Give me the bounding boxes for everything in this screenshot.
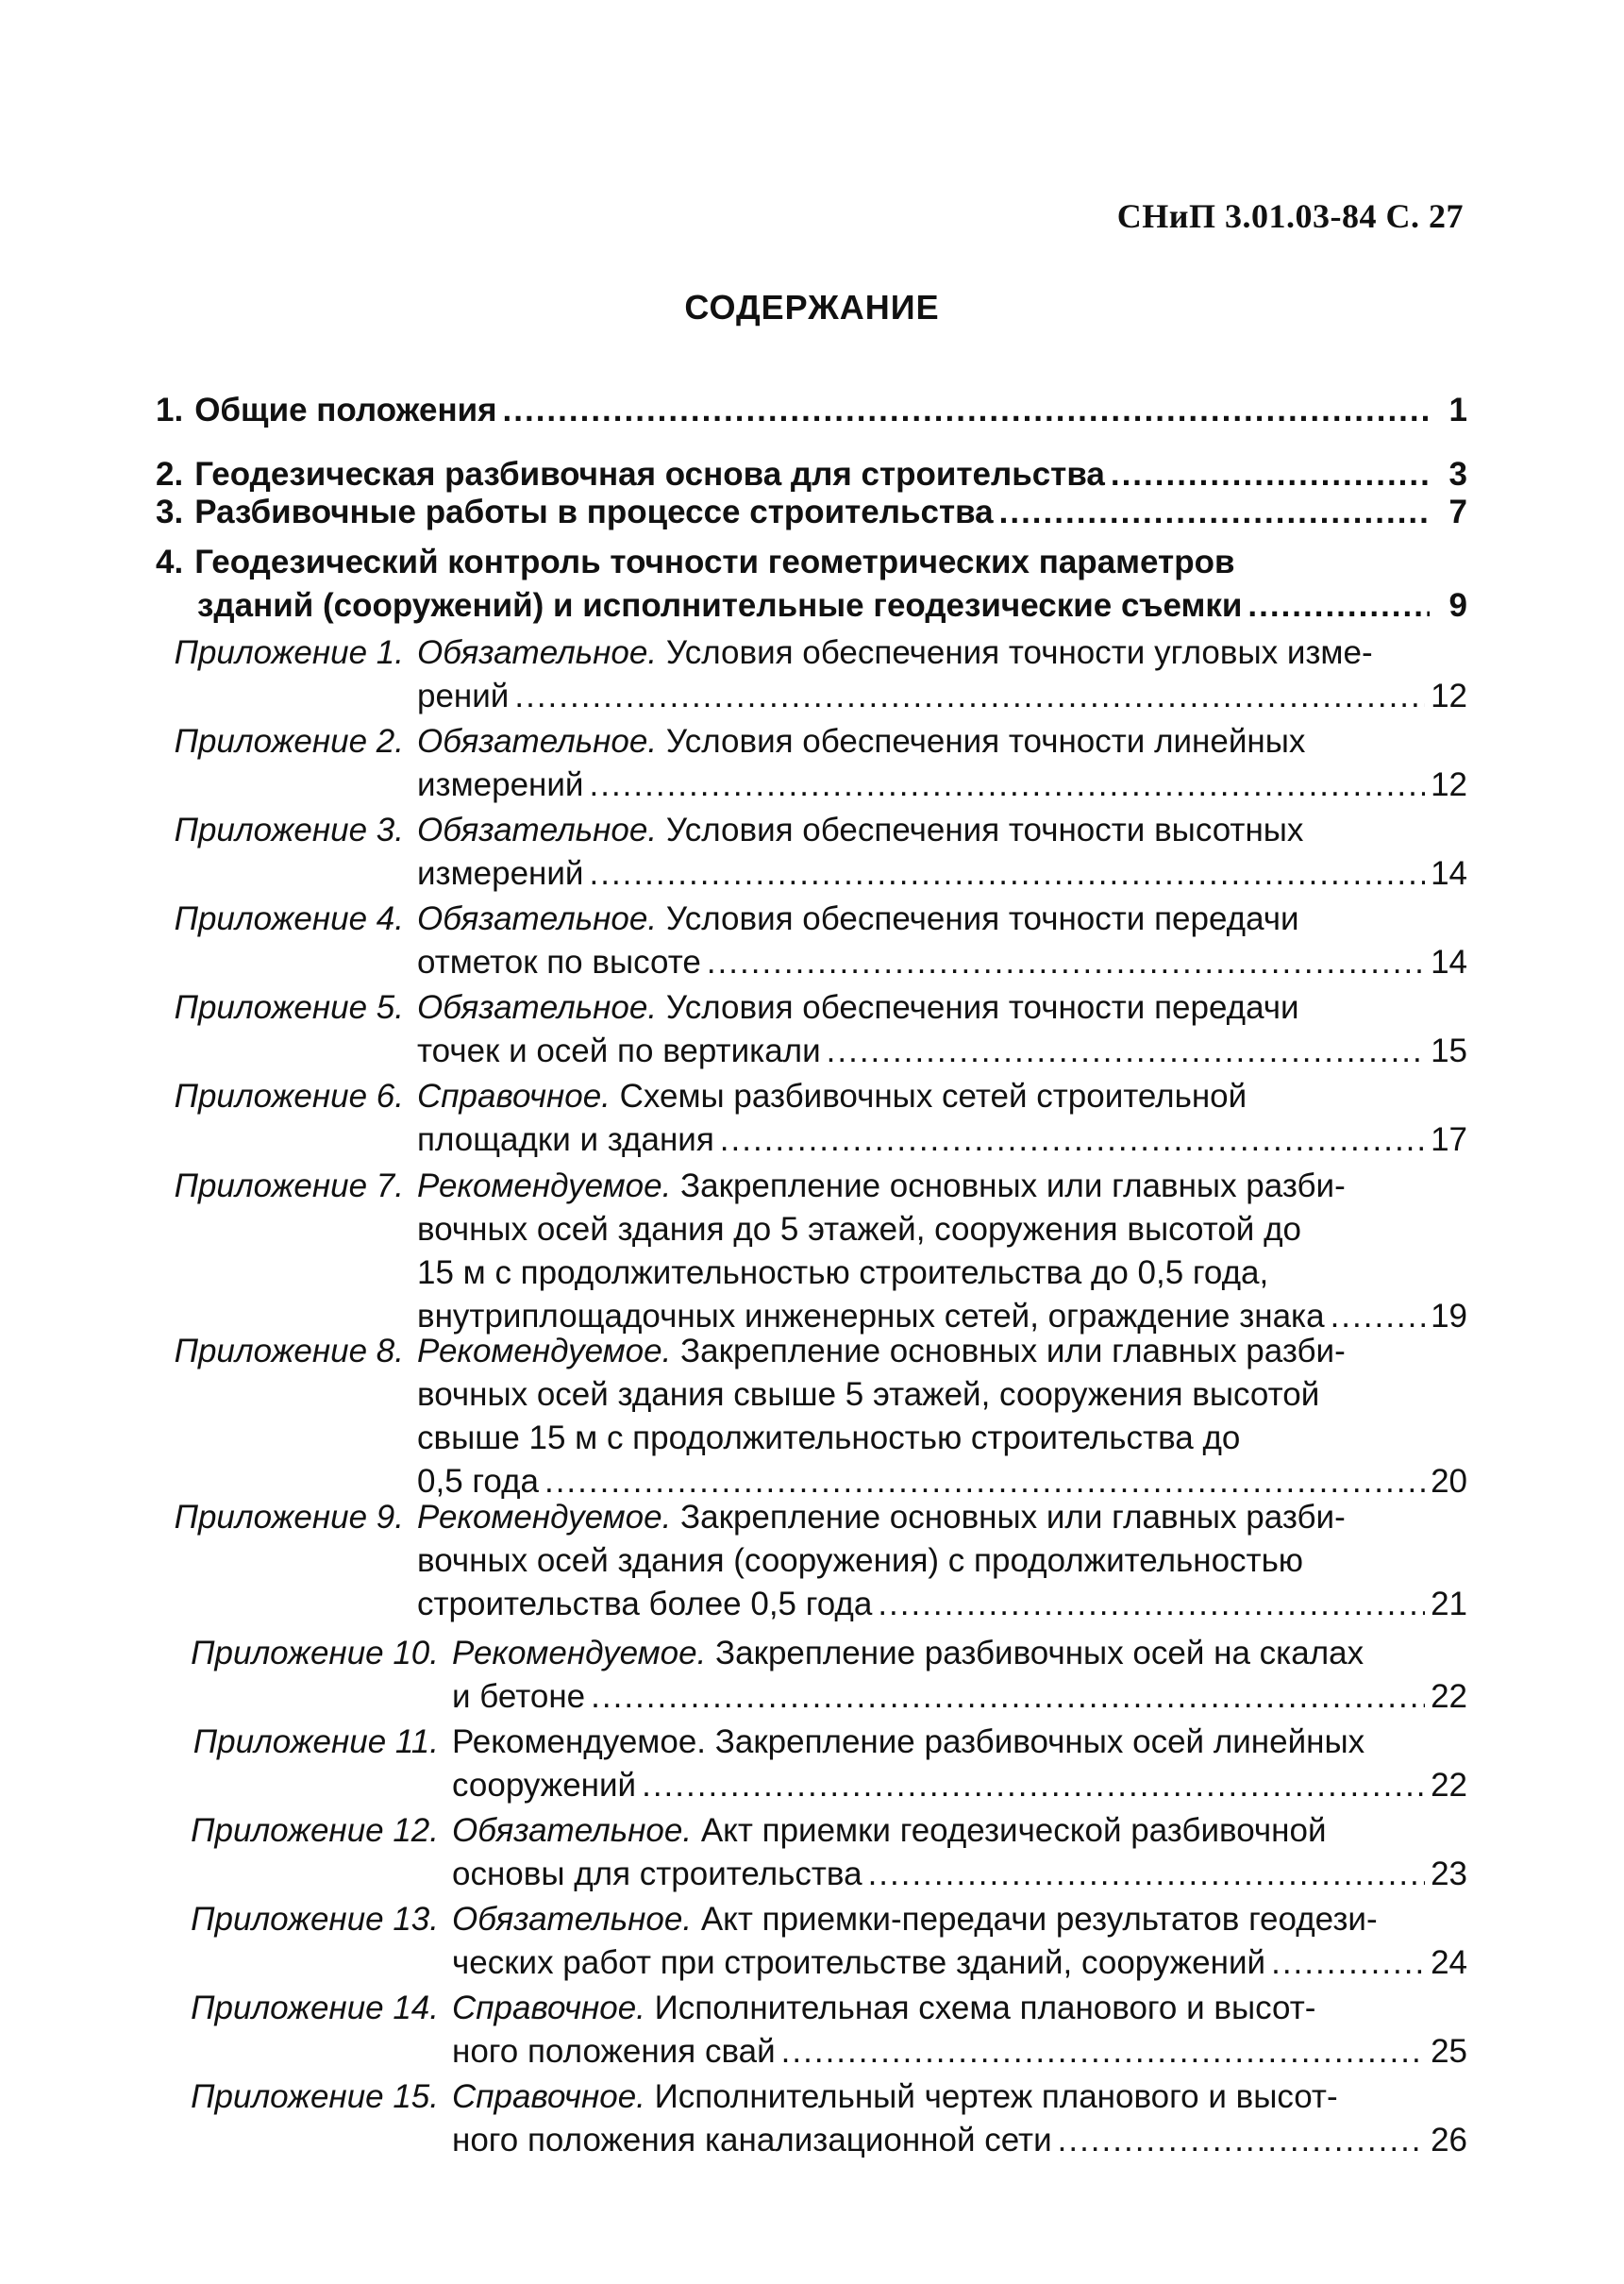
appendix-text (417, 812, 1467, 849)
appendix-text (452, 2033, 1467, 2071)
appendix-title: внутриплощадочных инженерных сетей, ограждение знака (417, 1298, 1325, 1335)
appendix-status: Обязательное. (417, 723, 658, 760)
appendix-text (417, 1121, 1467, 1159)
leader-dots (707, 944, 1425, 982)
toc-line (165, 1767, 1467, 1810)
leader-dots (1331, 1298, 1425, 1335)
appendix-status: Обязательное. (417, 900, 658, 937)
appendix-text (452, 1723, 1467, 1761)
page-number: 22 (1431, 1678, 1467, 1715)
appendix-title: 0,5 года (417, 1463, 539, 1500)
toc-line (156, 544, 1467, 587)
page-number: 9 (1448, 587, 1467, 624)
appendix-status: Обязательное. (417, 634, 658, 671)
section-title: Разбивочные работы в процессе строительства (194, 494, 994, 530)
leader-dots (878, 1586, 1425, 1623)
leader-dots (591, 1678, 1425, 1716)
page-number: 17 (1431, 1121, 1467, 1158)
appendix-text (452, 1856, 1467, 1893)
toc-line (156, 900, 1467, 944)
toc-line (165, 1635, 1467, 1678)
appendix-text (417, 900, 1467, 938)
appendix-text (417, 1167, 1467, 1205)
leader-dots (1247, 587, 1430, 625)
appendix-label: Приложение 8. (174, 1333, 404, 1369)
appendix-title: Закрепление разбивочных осей на скалах (715, 1635, 1364, 1671)
leader-dots (781, 2033, 1425, 2071)
leader-dots (720, 1121, 1425, 1159)
appendix-title: вочных осей здания до 5 этажей, сооружения высотой до (417, 1211, 1301, 1248)
toc-line (156, 1333, 1467, 1376)
appendix-label: Приложение 2. (174, 723, 404, 760)
appendix-title: Исполнительная схема планового и высот- (654, 1990, 1316, 2026)
appendix-text (417, 1376, 1467, 1414)
leader-dots (1058, 2122, 1425, 2159)
appendix-title: Закрепление основных или главных разби- (680, 1499, 1346, 1536)
page-number: 14 (1431, 944, 1467, 981)
appendix-status: Рекомендуемое. (417, 1167, 672, 1204)
appendix-text (417, 1333, 1467, 1370)
toc-line (165, 1990, 1467, 2033)
page-number: 25 (1431, 2033, 1467, 2070)
appendix-status: Справочное. (417, 1078, 611, 1115)
appendix-title: рений (417, 678, 510, 714)
toc-line (156, 723, 1467, 766)
appendix-text (452, 1635, 1467, 1672)
appendix-text (417, 1463, 1467, 1501)
appendix-title: Акт приемки геодезической разбивочной (700, 1812, 1327, 1849)
toc-line (156, 1211, 1467, 1254)
toc-appendix-entry[interactable] (165, 2078, 1467, 2165)
appendix-text (452, 1990, 1467, 2027)
toc-appendix-entry[interactable] (156, 900, 1467, 987)
toc-appendix-entry[interactable] (156, 1078, 1467, 1165)
toc-line (165, 1944, 1467, 1988)
toc-line (156, 812, 1467, 855)
appendix-text (417, 989, 1467, 1027)
appendix-title: ческих работ при строительстве зданий, сооружений (452, 1944, 1266, 1981)
appendix-title: и бетоне (452, 1678, 586, 1715)
toc-appendix-entry[interactable] (156, 989, 1467, 1076)
appendix-label: Приложение 5. (174, 989, 404, 1026)
appendix-text (452, 1812, 1467, 1850)
page-number: 15 (1431, 1033, 1467, 1069)
page-number: 12 (1431, 678, 1467, 714)
toc-appendix-entry[interactable] (165, 1723, 1467, 1810)
toc-line (156, 855, 1467, 898)
appendix-text (452, 1767, 1467, 1805)
appendix-label: Приложение 10. (191, 1635, 439, 1671)
toc-section-entry[interactable] (156, 392, 1467, 435)
leader-dots (590, 855, 1426, 893)
leader-dots (827, 1033, 1425, 1070)
toc-line (156, 944, 1467, 987)
appendix-label: Приложение 12. (191, 1812, 439, 1849)
toc-line (165, 1901, 1467, 1944)
appendix-text (417, 634, 1467, 672)
appendix-title: основы для строительства (452, 1856, 862, 1892)
leader-dots (642, 1767, 1425, 1805)
appendix-status: Рекомендуемое. (452, 1635, 707, 1671)
toc-line (165, 1812, 1467, 1856)
leader-dots (544, 1463, 1425, 1501)
appendix-status: Рекомендуемое. (417, 1333, 672, 1369)
appendix-title: площадки и здания (417, 1121, 714, 1158)
appendix-title: Схемы разбивочных сетей строительной (619, 1078, 1247, 1115)
appendix-label: Приложение 11. (193, 1723, 439, 1760)
toc-line (165, 2078, 1467, 2122)
appendix-text (417, 1542, 1467, 1580)
toc-appendix-entry[interactable] (156, 723, 1467, 810)
leader-dots (590, 766, 1426, 804)
appendix-label: Приложение 15. (191, 2078, 439, 2115)
appendix-status: Обязательное. (417, 812, 658, 848)
appendix-title: вочных осей здания (сооружения) с продолжительностью (417, 1542, 1304, 1579)
page-number: 26 (1431, 2122, 1467, 2158)
toc-line (156, 1033, 1467, 1076)
page-number: 12 (1431, 766, 1467, 803)
appendix-title: Закрепление основных или главных разби- (680, 1333, 1346, 1369)
appendix-label: Приложение 1. (174, 634, 404, 671)
section-title: Общие положения (194, 392, 497, 428)
toc-appendix-entry[interactable] (165, 1990, 1467, 2076)
appendix-title: ного положения канализационной сети (452, 2122, 1052, 2158)
page-number: 24 (1431, 1944, 1467, 1981)
appendix-text (417, 1211, 1467, 1249)
toc-appendix-entry[interactable] (165, 1635, 1467, 1721)
appendix-text (417, 944, 1467, 982)
page-number: 7 (1448, 494, 1467, 530)
section-number: 2. (156, 456, 184, 493)
appendix-title: строительства более 0,5 года (417, 1586, 873, 1622)
appendix-title: Рекомендуемое. Закрепление разбивочных осей линейных (452, 1723, 1365, 1760)
appendix-title: Условия обеспечения точности передачи (665, 989, 1299, 1026)
appendix-title: вочных осей здания свыше 5 этажей, сооружения высотой (417, 1376, 1320, 1413)
appendix-title: отметок по высоте (417, 944, 701, 981)
toc-appendix-entry[interactable] (165, 1901, 1467, 1988)
appendix-text (417, 1078, 1467, 1116)
toc-line (165, 2122, 1467, 2165)
toc-line (156, 1376, 1467, 1419)
appendix-title: сооружений (452, 1767, 637, 1804)
appendix-status: Справочное. (452, 1990, 645, 2026)
leader-dots (1111, 456, 1430, 494)
section-title: Геодезический контроль точности геометрических параметров (194, 544, 1235, 580)
section-number: 4. (156, 544, 184, 580)
toc-line (156, 766, 1467, 810)
page-number: 14 (1431, 855, 1467, 892)
toc-line (156, 1254, 1467, 1298)
appendix-label: Приложение 9. (174, 1499, 404, 1536)
appendix-label: Приложение 6. (174, 1078, 404, 1115)
toc-appendix-entry[interactable] (156, 1333, 1467, 1506)
toc-line (156, 678, 1467, 721)
appendix-text (417, 855, 1467, 893)
toc-line (156, 1078, 1467, 1121)
appendix-text (417, 723, 1467, 761)
toc-appendix-entry[interactable] (156, 634, 1467, 721)
toc-line (156, 1167, 1467, 1211)
appendix-title: Условия обеспечения точности линейных (665, 723, 1306, 760)
appendix-title: измерений (417, 766, 584, 803)
appendix-text (417, 1033, 1467, 1070)
toc-appendix-entry[interactable] (156, 1499, 1467, 1629)
appendix-title: Условия обеспечения точности угловых изме- (665, 634, 1373, 671)
toc-section-entry[interactable] (156, 544, 1467, 630)
appendix-text (417, 766, 1467, 804)
appendix-label: Приложение 4. (174, 900, 404, 937)
appendix-title: Закрепление основных или главных разби- (680, 1167, 1346, 1204)
toc-line (165, 2033, 1467, 2076)
toc-line (156, 587, 1467, 630)
appendix-title: 15 м с продолжительностью строительства до 0,5 года, (417, 1254, 1269, 1291)
appendix-text (452, 2122, 1467, 2159)
toc-line (156, 1586, 1467, 1629)
document-code: СНиП 3.01.03-84 С. 27 (1116, 197, 1464, 235)
appendix-status: Рекомендуемое. (417, 1499, 672, 1536)
appendix-title: ного положения свай (452, 2033, 776, 2070)
appendix-text (452, 1944, 1467, 1982)
toc-appendix-entry[interactable] (165, 1812, 1467, 1899)
page-number: 3 (1448, 456, 1467, 493)
appendix-status: Обязательное. (417, 989, 658, 1026)
appendix-title: Исполнительный чертеж планового и высот- (654, 2078, 1338, 2115)
toc-section-entry[interactable] (156, 494, 1467, 537)
toc-line (156, 1499, 1467, 1542)
appendix-text (417, 1586, 1467, 1623)
appendix-title: Условия обеспечения точности высотных (665, 812, 1304, 848)
appendix-text (417, 1419, 1467, 1457)
appendix-title: точек и осей по вертикали (417, 1033, 821, 1069)
toc-line (165, 1678, 1467, 1721)
leader-dots (1271, 1944, 1425, 1982)
page-number: 21 (1431, 1586, 1467, 1622)
toc-appendix-entry[interactable] (156, 1167, 1467, 1341)
leader-dots (999, 494, 1430, 531)
section-number: 1. (156, 392, 184, 428)
section-title: зданий (сооружений) и исполнительные геодезические съемки (197, 587, 1243, 624)
appendix-title: измерений (417, 855, 584, 892)
toc-line (156, 989, 1467, 1033)
appendix-label: Приложение 3. (174, 812, 404, 848)
appendix-label: Приложение 13. (191, 1901, 439, 1938)
appendix-label: Приложение 7. (174, 1167, 404, 1204)
toc-line (156, 634, 1467, 678)
appendix-text (452, 1901, 1467, 1939)
appendix-status: Обязательное. (452, 1901, 693, 1938)
leader-dots (868, 1856, 1426, 1893)
appendix-status: Обязательное. (452, 1812, 693, 1849)
appendix-label: Приложение 14. (191, 1990, 439, 2026)
page-number: 1 (1448, 392, 1467, 428)
page-number: 22 (1431, 1767, 1467, 1804)
leader-dots (514, 678, 1425, 715)
appendix-text (417, 1499, 1467, 1537)
appendix-status: Справочное. (452, 2078, 645, 2115)
appendix-text (452, 2078, 1467, 2116)
toc-line (165, 1723, 1467, 1767)
toc-line (156, 1419, 1467, 1463)
toc-title: СОДЕРЖАНИЕ (684, 288, 940, 327)
page-number: 19 (1431, 1298, 1467, 1335)
appendix-text (452, 1678, 1467, 1716)
page-number: 23 (1431, 1856, 1467, 1892)
toc-line (156, 392, 1467, 435)
toc-line (165, 1856, 1467, 1899)
section-number: 3. (156, 494, 184, 530)
toc-line (156, 1542, 1467, 1586)
toc-line (156, 494, 1467, 537)
appendix-title: Акт приемки-передачи результатов геодези- (700, 1901, 1378, 1938)
toc-appendix-entry[interactable] (156, 812, 1467, 898)
page-number: 20 (1431, 1463, 1467, 1500)
leader-dots (503, 392, 1430, 429)
appendix-text (417, 1298, 1467, 1335)
appendix-title: Условия обеспечения точности передачи (665, 900, 1299, 937)
section-title: Геодезическая разбивочная основа для строительства (194, 456, 1105, 493)
toc-line (156, 1121, 1467, 1165)
appendix-text (417, 678, 1467, 715)
appendix-text (417, 1254, 1467, 1292)
appendix-title: свыше 15 м с продолжительностью строительства до (417, 1419, 1241, 1456)
